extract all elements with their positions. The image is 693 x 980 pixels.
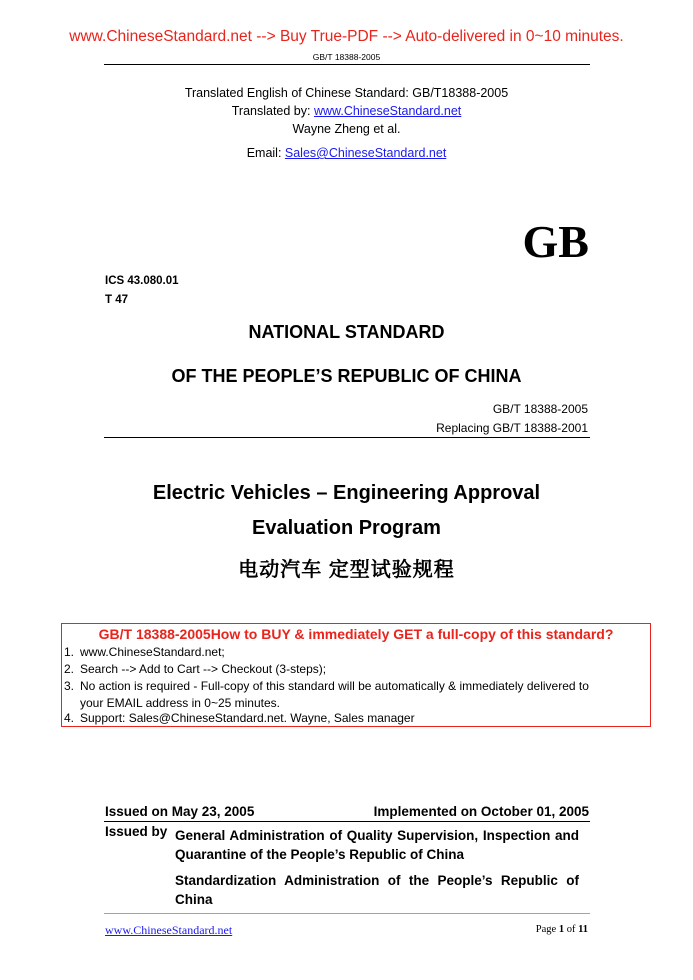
replacing-code: Replacing GB/T 18388-2001 bbox=[436, 421, 588, 435]
page-number: Page 1 of 11 bbox=[535, 924, 588, 935]
buy-item: 4. Support: Sales@ChineseStandard.net. Wayne, Sales manager bbox=[64, 711, 415, 725]
buy-item: 3. No action is required - Full-copy of this standard will be automatically & immediately delivered to bbox=[64, 679, 589, 693]
gb-mark: GB bbox=[522, 216, 589, 267]
title-cn: 电动汽车 定型试验规程 bbox=[238, 559, 455, 581]
translator-site-link[interactable]: www.ChineseStandard.net bbox=[313, 104, 462, 118]
issued-on: Issued on May 23, 2005 bbox=[105, 804, 255, 819]
promo-banner[interactable]: www.ChineseStandard.net --> Buy True-PDF --> Auto-delivered in 0~10 minutes. bbox=[69, 28, 624, 45]
email-label: Email: bbox=[246, 146, 285, 160]
header-rule bbox=[104, 64, 590, 65]
title-en-line1: Electric Vehicles – Engineering Approval bbox=[152, 482, 541, 504]
issued-rule bbox=[104, 821, 590, 822]
footer-link[interactable]: www.ChineseStandard.net bbox=[105, 923, 233, 937]
implemented-on: Implemented on October 01, 2005 bbox=[373, 804, 589, 819]
t-code: T 47 bbox=[105, 294, 129, 306]
title-en-line2: Evaluation Program bbox=[252, 517, 441, 539]
translation-line: Translated English of Chinese Standard: GB/T18388-2005 bbox=[184, 86, 509, 100]
national-standard-heading: NATIONAL STANDARD bbox=[248, 322, 445, 342]
issuer-aqsiq: General Administration of Quality Supervision, Inspection and Quarantine of the People’s Republic of China bbox=[175, 828, 579, 862]
translated-by bbox=[0, 104, 693, 118]
buy-item: 1. www.ChineseStandard.net; bbox=[64, 645, 225, 659]
running-header: GB/T 18388-2005 bbox=[312, 52, 381, 62]
standard-code: GB/T 18388-2005 bbox=[492, 402, 588, 416]
issuer-sac: Standardization Administration of the People’s Republic of China bbox=[175, 873, 579, 907]
buy-item: your EMAIL address in 0~25 minutes. bbox=[80, 696, 280, 710]
buy-title[interactable]: GB/T 18388-2005How to BUY & immediately GET a full-copy of this standard? bbox=[98, 626, 614, 642]
translators: Wayne Zheng et al. bbox=[292, 122, 401, 136]
issued-by-label: Issued by bbox=[105, 824, 168, 839]
prc-heading: OF THE PEOPLE’S REPUBLIC OF CHINA bbox=[171, 366, 522, 386]
code-rule bbox=[104, 437, 590, 438]
ics-code: ICS 43.080.01 bbox=[105, 275, 179, 287]
email-line bbox=[0, 146, 693, 160]
buy-item: 2. Search --> Add to Cart --> Checkout (3-steps); bbox=[64, 662, 327, 676]
footer-rule bbox=[104, 913, 590, 914]
email-link[interactable]: Sales@ChineseStandard.net bbox=[284, 146, 447, 160]
translated-by-label: Translated by: bbox=[231, 104, 314, 118]
